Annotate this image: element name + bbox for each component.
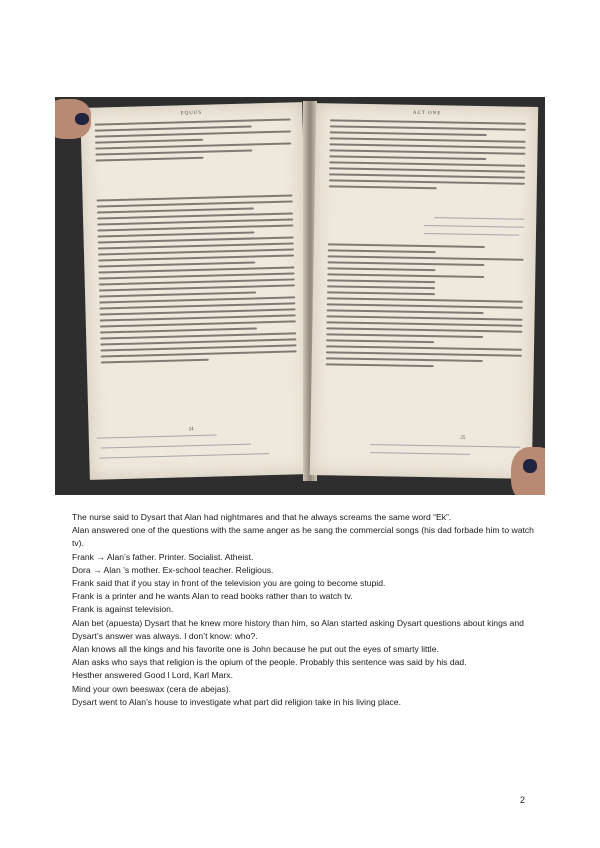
paragraph: Mind your own beeswax (cera de abejas). <box>72 683 232 694</box>
book-photo <box>55 97 545 495</box>
book-page-right <box>310 103 538 479</box>
text-lines-left-top <box>95 118 292 165</box>
paragraph: Alan knows all the kings and his favorite one is John because he put out the eyes of smarty little. <box>72 644 439 655</box>
page-number-left: 24 <box>188 427 194 433</box>
paragraph: The nurse said to Dysart that Alan had nightmares and that he always screams the same word “Ek”. <box>72 512 452 522</box>
paragraph: Alan answered one of the questions with the same anger as he sang the commercial songs (his dad forbade him to watch tv). <box>72 525 534 549</box>
text-lines-right-top <box>329 119 526 194</box>
paragraph: Frank is against television. <box>72 604 174 615</box>
paragraph: Frank said that if you stay in front of the television you are going to become stupid. <box>72 578 386 589</box>
page-number: 2 <box>520 795 526 805</box>
text-lines-right-main <box>326 243 524 372</box>
paragraph: Frank is a printer and he wants Alan to read books rather than to watch tv. <box>72 591 353 602</box>
text-lines-left-main <box>97 194 297 367</box>
paragraph: Dysart went to Alan’s house to investigate what part did religion take in his living place. <box>72 696 401 707</box>
fingernail <box>75 113 89 125</box>
running-head-left: EQUUS <box>180 110 203 117</box>
book-page-left <box>80 102 312 480</box>
paragraph: Frank → Alan’s father. Printer. Socialist. Atheist. <box>72 551 254 562</box>
paragraph: Dora → Alan ’s mother. Ex-school teacher. Religious. <box>72 564 274 575</box>
fingernail <box>523 459 537 473</box>
notes-text <box>72 511 534 709</box>
running-head-right: ACT ONE <box>412 110 442 117</box>
paragraph: Alan asks who says that religion is the opium of the people. Probably this sentence was said by his dad. <box>72 657 467 668</box>
paragraph: Alan bet (apuesta) Dysart that he knew more history than him, so Alan started asking Dysart questions about kings and Dysart’s answer was always. I don’t know: who?. <box>72 617 524 641</box>
paragraph: Hesther answered Good l Lord, Karl Marx. <box>72 670 233 681</box>
page-number-right: 25 <box>460 435 466 441</box>
